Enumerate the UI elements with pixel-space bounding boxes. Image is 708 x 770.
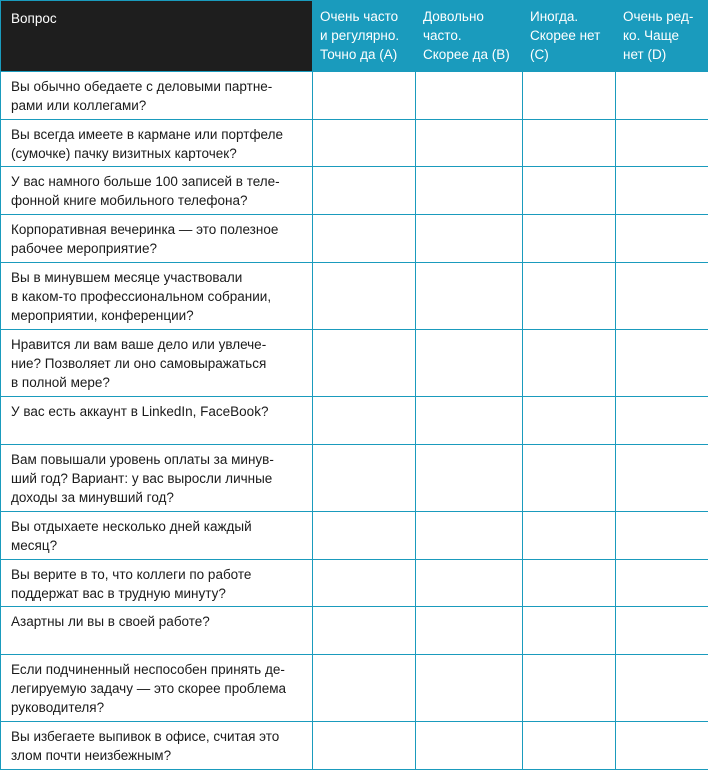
- answer-cell-d[interactable]: [616, 329, 708, 396]
- answer-cell-b[interactable]: [416, 167, 523, 215]
- answer-cell-d[interactable]: [616, 559, 708, 607]
- answer-cell-b[interactable]: [416, 72, 523, 120]
- answer-cell-a[interactable]: [313, 397, 416, 445]
- answer-cell-c[interactable]: [523, 654, 616, 721]
- answer-cell-d[interactable]: [616, 167, 708, 215]
- question-cell: У вас намного больше 100 записей в теле- фонной книге мобильного телефона?: [1, 167, 313, 215]
- answer-cell-a[interactable]: [313, 559, 416, 607]
- answer-cell-b[interactable]: [416, 119, 523, 167]
- answer-cell-b[interactable]: [416, 262, 523, 329]
- table-row: [1, 607, 708, 655]
- table-row: [1, 654, 708, 721]
- answer-cell-d[interactable]: [616, 397, 708, 445]
- answer-cell-b[interactable]: [416, 511, 523, 559]
- answer-cell-c[interactable]: [523, 329, 616, 396]
- question-cell: Вы избегаете выпивок в офисе, считая это злом почти неизбежным?: [1, 722, 313, 770]
- question-cell: Азартны ли вы в своей работе?: [1, 607, 313, 655]
- answer-cell-a[interactable]: [313, 722, 416, 770]
- answer-cell-b[interactable]: [416, 559, 523, 607]
- answer-cell-c[interactable]: [523, 559, 616, 607]
- answer-cell-d[interactable]: [616, 722, 708, 770]
- table-row: [1, 444, 708, 511]
- header-question: Вопрос: [1, 1, 313, 72]
- answer-cell-c[interactable]: [523, 511, 616, 559]
- header-row: [1, 1, 708, 72]
- answer-cell-b[interactable]: [416, 607, 523, 655]
- table-row: [1, 262, 708, 329]
- question-cell: Нравится ли вам ваше дело или увлече- ние? Позволяет ли оно самовыражаться в полной мере?: [1, 329, 313, 396]
- answer-cell-a[interactable]: [313, 262, 416, 329]
- table-row: [1, 167, 708, 215]
- question-cell: Вы всегда имеете в кармане или портфеле (сумочке) пачку визитных карточек?: [1, 119, 313, 167]
- table-row: [1, 397, 708, 445]
- answer-cell-c[interactable]: [523, 607, 616, 655]
- table-row: [1, 329, 708, 396]
- answer-cell-b[interactable]: [416, 654, 523, 721]
- answer-cell-d[interactable]: [616, 214, 708, 262]
- question-cell: Если подчиненный неспособен принять де- легируемую задачу — это скорее проблема руководителя?: [1, 654, 313, 721]
- question-cell: Вы отдыхаете несколько дней каждый месяц?: [1, 511, 313, 559]
- answer-cell-a[interactable]: [313, 329, 416, 396]
- answer-cell-a[interactable]: [313, 167, 416, 215]
- answer-cell-b[interactable]: [416, 329, 523, 396]
- question-cell: Вам повышали уровень оплаты за минув- ший год? Вариант: у вас выросли личные доходы за минувший год?: [1, 444, 313, 511]
- answer-cell-b[interactable]: [416, 722, 523, 770]
- question-cell: У вас есть аккаунт в LinkedIn, FaceBook?: [1, 397, 313, 445]
- table-row: [1, 72, 708, 120]
- question-cell: Вы верите в то, что коллеги по работе поддержат вас в трудную минуту?: [1, 559, 313, 607]
- header-option-d: Очень ред- ко. Чаще нет (D): [616, 1, 708, 72]
- table-row: [1, 119, 708, 167]
- answer-cell-b[interactable]: [416, 214, 523, 262]
- answer-cell-c[interactable]: [523, 262, 616, 329]
- answer-cell-d[interactable]: [616, 262, 708, 329]
- answer-cell-c[interactable]: [523, 214, 616, 262]
- answer-cell-c[interactable]: [523, 167, 616, 215]
- table-row: [1, 511, 708, 559]
- question-cell: Вы обычно обедаете с деловыми партне- рами или коллегами?: [1, 72, 313, 120]
- answer-cell-a[interactable]: [313, 444, 416, 511]
- header-option-b: Довольно часто. Скорее да (B): [416, 1, 523, 72]
- answer-cell-d[interactable]: [616, 444, 708, 511]
- answer-cell-c[interactable]: [523, 119, 616, 167]
- table-row: [1, 722, 708, 770]
- answer-cell-c[interactable]: [523, 444, 616, 511]
- answer-cell-a[interactable]: [313, 72, 416, 120]
- table-row: [1, 214, 708, 262]
- answer-cell-d[interactable]: [616, 511, 708, 559]
- answer-cell-a[interactable]: [313, 214, 416, 262]
- question-cell: Корпоративная вечеринка — это полезное рабочее мероприятие?: [1, 214, 313, 262]
- answer-cell-a[interactable]: [313, 511, 416, 559]
- answer-cell-b[interactable]: [416, 397, 523, 445]
- answer-cell-d[interactable]: [616, 654, 708, 721]
- answer-cell-c[interactable]: [523, 722, 616, 770]
- header-option-c: Иногда. Скорее нет (C): [523, 1, 616, 72]
- table-row: [1, 559, 708, 607]
- header-option-a: Очень часто и регулярно. Точно да (A): [313, 1, 416, 72]
- answer-cell-d[interactable]: [616, 607, 708, 655]
- answer-cell-c[interactable]: [523, 397, 616, 445]
- answer-cell-a[interactable]: [313, 654, 416, 721]
- answer-cell-b[interactable]: [416, 444, 523, 511]
- answer-cell-c[interactable]: [523, 72, 616, 120]
- answer-cell-a[interactable]: [313, 607, 416, 655]
- answer-cell-d[interactable]: [616, 119, 708, 167]
- answer-cell-a[interactable]: [313, 119, 416, 167]
- question-cell: Вы в минувшем месяце участвовали в каком-то профессиональном собрании, мероприятии, конференции?: [1, 262, 313, 329]
- answer-cell-d[interactable]: [616, 72, 708, 120]
